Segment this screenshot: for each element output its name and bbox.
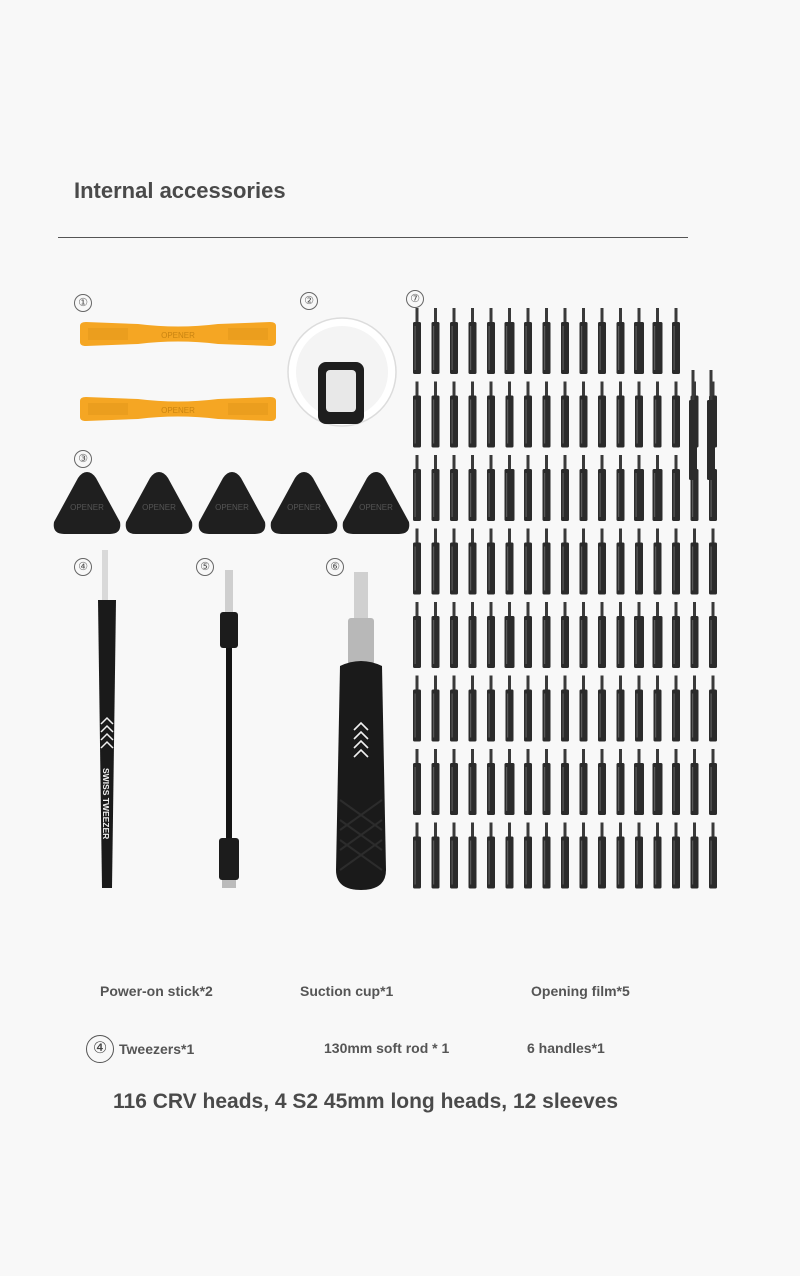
bit-6-5 — [505, 749, 515, 815]
bit-4-12 — [634, 602, 644, 668]
bit-3-2 — [450, 529, 458, 595]
bit-7-12 — [635, 823, 643, 889]
opening-pick-4-label: OPENER — [287, 503, 321, 512]
marker-1: ① — [74, 294, 92, 312]
bit-7-8 — [561, 823, 569, 889]
bit-0-10 — [598, 308, 606, 374]
bit-5-11 — [617, 676, 625, 742]
opener-stick-1-label: OPENER — [161, 331, 195, 340]
bit-2-4 — [487, 455, 495, 521]
bit-2-12 — [634, 455, 644, 521]
opener-stick-2-label: OPENER — [161, 406, 195, 415]
bit-6-7 — [543, 749, 551, 815]
bit-4-2 — [450, 602, 458, 668]
bit-3-15 — [691, 529, 699, 595]
bit-5-7 — [543, 676, 551, 742]
bit-7-10 — [598, 823, 606, 889]
bit-1-0 — [413, 382, 421, 448]
bit-6-10 — [598, 749, 606, 815]
bit-7-0 — [413, 823, 421, 889]
bit-5-16 — [709, 676, 717, 742]
bit-4-10 — [598, 602, 606, 668]
bit-6-0 — [413, 749, 421, 815]
bit-0-12 — [634, 308, 644, 374]
bit-2-7 — [543, 455, 551, 521]
bit-0-13 — [653, 308, 663, 374]
bit-1-6 — [524, 382, 532, 448]
bit-5-15 — [691, 676, 699, 742]
bit-2-5 — [505, 455, 515, 521]
bit-2-9 — [580, 455, 588, 521]
caption-tweezers-marker: ④ — [86, 1035, 114, 1063]
bit-7-15 — [691, 823, 699, 889]
bit-5-1 — [432, 676, 440, 742]
bit-1-3 — [469, 382, 477, 448]
bit-7-14 — [672, 823, 680, 889]
bit-7-4 — [487, 823, 495, 889]
bit-3-13 — [654, 529, 662, 595]
tweezers — [90, 548, 124, 892]
bit-1-13 — [654, 382, 662, 448]
bit-0-5 — [505, 308, 515, 374]
bit-4-0 — [413, 602, 421, 668]
bit-1-4 — [487, 382, 495, 448]
opener-stick-2 — [78, 395, 278, 423]
bit-6-14 — [672, 749, 680, 815]
marker-5: ⑤ — [196, 558, 214, 576]
bit-1-8 — [561, 382, 569, 448]
bit-4-7 — [543, 602, 551, 668]
bit-7-9 — [580, 823, 588, 889]
bit-4-14 — [672, 602, 680, 668]
bit-5-8 — [561, 676, 569, 742]
bit-5-0 — [413, 676, 421, 742]
bit-1-2 — [450, 382, 458, 448]
marker-7: ⑦ — [406, 290, 424, 308]
opening-pick-5 — [341, 470, 411, 536]
marker-6: ⑥ — [326, 558, 344, 576]
bit-2-0 — [413, 455, 421, 521]
bit-2-1 — [432, 455, 440, 521]
caption-suction-cup: Suction cup*1 — [300, 983, 394, 999]
bit-4-5 — [505, 602, 515, 668]
bit-0-1 — [432, 308, 440, 374]
bit-1-12 — [635, 382, 643, 448]
bit-0-0 — [413, 308, 421, 374]
bit-3-7 — [543, 529, 551, 595]
screwdriver-handle — [330, 570, 392, 894]
bit-3-9 — [580, 529, 588, 595]
bit-6-2 — [450, 749, 458, 815]
bit-3-1 — [432, 529, 440, 595]
marker-3: ③ — [74, 450, 92, 468]
bit-5-14 — [672, 676, 680, 742]
bit-0-14 — [672, 308, 680, 374]
bit-2-2 — [450, 455, 458, 521]
bit-4-15 — [691, 602, 699, 668]
bit-6-8 — [561, 749, 569, 815]
bit-6-12 — [634, 749, 644, 815]
bit-6-16 — [709, 749, 717, 815]
bit-2-6 — [524, 455, 532, 521]
bit-0-3 — [469, 308, 477, 374]
bit-5-5 — [506, 676, 514, 742]
bit-4-8 — [561, 602, 569, 668]
bit-7-16 — [709, 823, 717, 889]
bit-grid — [406, 300, 736, 900]
bit-5-4 — [487, 676, 495, 742]
bit-5-2 — [450, 676, 458, 742]
bit-6-9 — [580, 749, 588, 815]
bit-7-2 — [450, 823, 458, 889]
bit-7-6 — [524, 823, 532, 889]
bit-2-13 — [653, 455, 663, 521]
bit-4-6 — [524, 602, 532, 668]
bit-3-10 — [598, 529, 606, 595]
bit-5-9 — [580, 676, 588, 742]
bit-5-3 — [469, 676, 477, 742]
section-title: Internal accessories — [74, 178, 286, 203]
bit-1-10 — [598, 382, 606, 448]
bit-2-3 — [469, 455, 477, 521]
opening-pick-3 — [197, 470, 267, 536]
caption-tweezers: Tweezers*1 — [119, 1041, 195, 1057]
bit-5-6 — [524, 676, 532, 742]
bit-0-11 — [617, 308, 625, 374]
bit-6-1 — [432, 749, 440, 815]
opening-pick-1 — [52, 470, 122, 536]
bit-4-4 — [487, 602, 495, 668]
marker-2: ② — [300, 292, 318, 310]
bit-4-13 — [653, 602, 663, 668]
bit-7-13 — [654, 823, 662, 889]
caption-opening-film: Opening film*5 — [531, 983, 630, 999]
bit-3-12 — [635, 529, 643, 595]
bit-6-13 — [653, 749, 663, 815]
bit-3-4 — [487, 529, 495, 595]
bit-1-11 — [617, 382, 625, 448]
bit-3-6 — [524, 529, 532, 595]
bit-6-15 — [691, 749, 699, 815]
bit-7-7 — [543, 823, 551, 889]
caption-soft-rod: 130mm soft rod * 1 — [324, 1040, 450, 1056]
bit-0-9 — [580, 308, 588, 374]
bit-1-14 — [672, 382, 680, 448]
opening-pick-3-label: OPENER — [215, 503, 249, 512]
bit-6-6 — [524, 749, 532, 815]
bit-4-16 — [709, 602, 717, 668]
caption-handles: 6 handles*1 — [527, 1040, 605, 1056]
bit-2-14 — [672, 455, 680, 521]
bit-3-16 — [709, 529, 717, 595]
bit-5-10 — [598, 676, 606, 742]
bit-4-9 — [580, 602, 588, 668]
title-divider — [58, 237, 688, 238]
bit-3-11 — [617, 529, 625, 595]
bit-2-8 — [561, 455, 569, 521]
opening-pick-2 — [124, 470, 194, 536]
bit-6-3 — [469, 749, 477, 815]
bit-2-11 — [617, 455, 625, 521]
opener-stick-1 — [78, 320, 278, 348]
tweezer-label: SWISS TWEEZER — [101, 768, 111, 840]
bit-6-4 — [487, 749, 495, 815]
bit-5-12 — [635, 676, 643, 742]
bit-7-5 — [506, 823, 514, 889]
bit-1-1 — [432, 382, 440, 448]
bit-3-3 — [469, 529, 477, 595]
bit-1-7 — [543, 382, 551, 448]
marker-4: ④ — [74, 558, 92, 576]
bit-4-11 — [617, 602, 625, 668]
bit-0-2 — [450, 308, 458, 374]
bit-0-7 — [543, 308, 551, 374]
bit-3-5 — [506, 529, 514, 595]
bit-0-8 — [561, 308, 569, 374]
bit-0-6 — [524, 308, 532, 374]
bit-6-11 — [617, 749, 625, 815]
bit-3-0 — [413, 529, 421, 595]
opening-pick-5-label: OPENER — [359, 503, 393, 512]
bit-3-8 — [561, 529, 569, 595]
bit-0-4 — [487, 308, 495, 374]
caption-power-on-stick: Power-on stick*2 — [100, 983, 213, 999]
bit-7-11 — [617, 823, 625, 889]
bit-2-10 — [598, 455, 606, 521]
bit-1-9 — [580, 382, 588, 448]
bit-3-14 — [672, 529, 680, 595]
bit-7-1 — [432, 823, 440, 889]
bit-4-3 — [469, 602, 477, 668]
bit-5-13 — [654, 676, 662, 742]
bit-1-5 — [506, 382, 514, 448]
opening-pick-2-label: OPENER — [142, 503, 176, 512]
opening-pick-4 — [269, 470, 339, 536]
suction-cup — [286, 316, 398, 428]
bit-7-3 — [469, 823, 477, 889]
bit-4-1 — [432, 602, 440, 668]
soft-rod — [214, 568, 244, 892]
caption-summary: 116 CRV heads, 4 S2 45mm long heads, 12 sleeves — [113, 1090, 619, 1113]
opening-pick-1-label: OPENER — [70, 503, 104, 512]
